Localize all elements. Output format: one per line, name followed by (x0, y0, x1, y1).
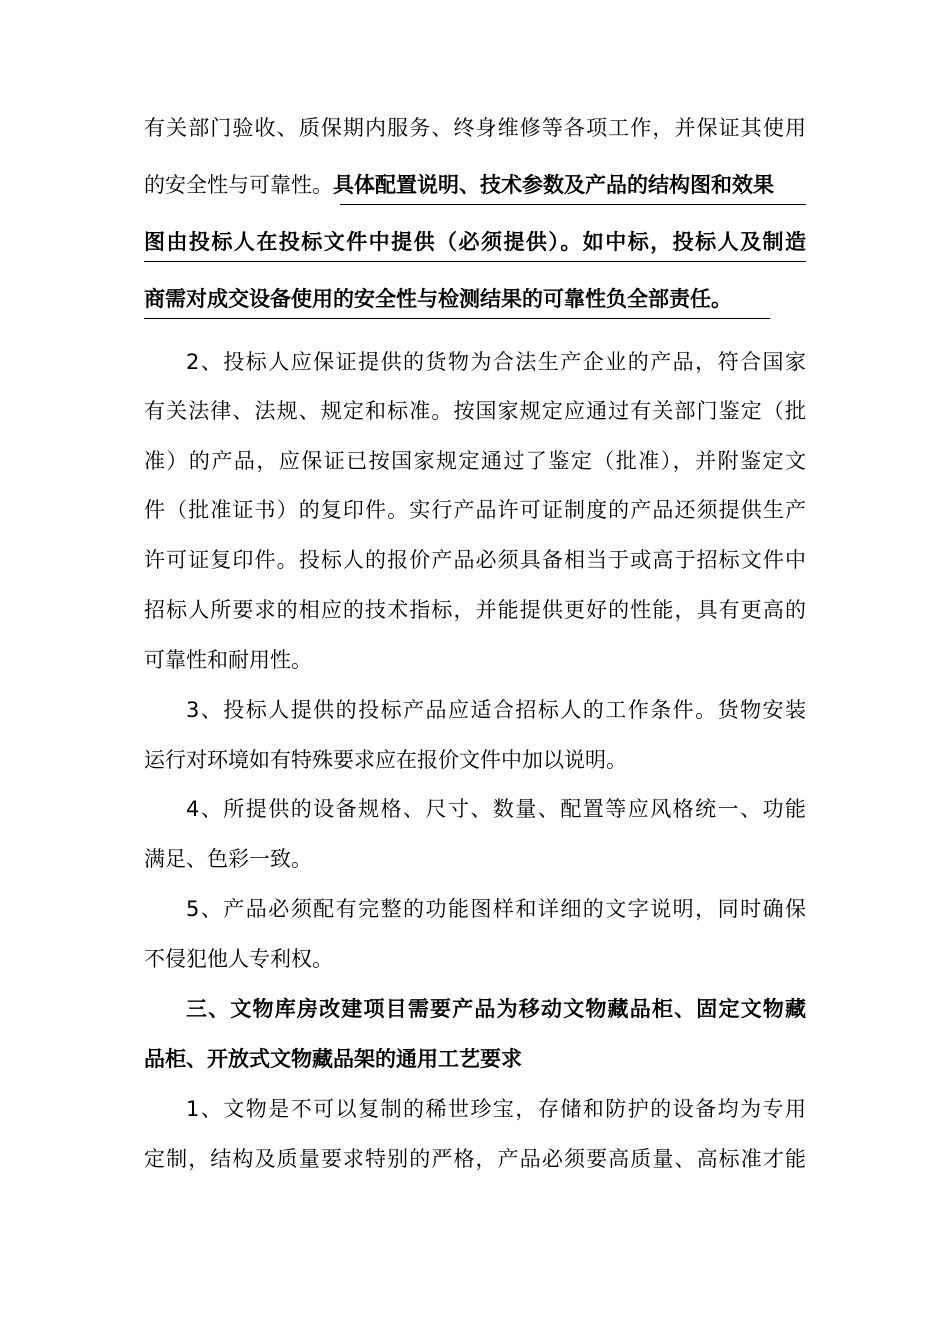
body-text-line: 1、文物是不可以复制的稀世珍宝，存储和防护的设备均为专用 (186, 1097, 806, 1121)
body-text-line: 运行对环境如有特殊要求应在报价文件中加以说明。 (144, 748, 627, 772)
body-text-line: 2、投标人应保证提供的货物为合法生产企业的产品，符合国家 (186, 350, 806, 374)
bold-emphasis-line: 图由投标人在投标文件中提供（必须提供）。如中标，投标人及制造 (144, 230, 806, 254)
body-text-line: 5、产品必须配有完整的功能图样和详细的文字说明，同时确保 (186, 897, 806, 921)
body-text-line: 许可证复印件。投标人的报价产品必须具备相当于或高于招标文件中 (144, 548, 806, 572)
body-text-line: 定制，结构及质量要求特别的严格，产品必须要高质量、高标准才能 (144, 1147, 806, 1171)
body-text-line: 件（批准证书）的复印件。实行产品许可证制度的产品还须提供生产 (144, 498, 806, 522)
body-text-line: 满足、色彩一致。 (144, 847, 312, 871)
bold-emphasis-text: 具体配置说明、技术参数及产品的结构图和效果 (333, 173, 774, 197)
body-text-segment: 的安全性与可靠性。 (144, 173, 333, 197)
text-underline (340, 204, 806, 205)
body-text-line: 可靠性和耐用性。 (144, 648, 312, 672)
section-heading-line: 品柜、开放式文物藏品架的通用工艺要求 (144, 1047, 522, 1071)
body-text-line: 准）的产品，应保证已按国家规定通过了鉴定（批准），并附鉴定文 (144, 449, 806, 473)
body-text-line: 3、投标人提供的投标产品应适合招标人的工作条件。货物安装 (186, 698, 806, 722)
body-text-line: 招标人所要求的相应的技术指标，并能提供更好的性能，具有更高的 (144, 598, 806, 622)
bold-emphasis-line: 商需对成交设备使用的安全性与检测结果的可靠性负全部责任。 (144, 287, 732, 311)
body-text-line: 有关部门验收、质保期内服务、终身维修等各项工作，并保证其使用 (144, 116, 806, 140)
body-text-line: 有关法律、法规、规定和标准。按国家规定应通过有关部门鉴定（批 (144, 399, 806, 423)
body-text-line: 4、所提供的设备规格、尺寸、数量、配置等应风格统一、功能 (186, 797, 806, 821)
section-heading-line: 三、文物库房改建项目需要产品为移动文物藏品柜、固定文物藏 (186, 997, 806, 1021)
body-text-line: 不侵犯他人专利权。 (144, 947, 333, 971)
text-underline (144, 261, 806, 262)
body-text-line (144, 168, 806, 202)
text-underline (144, 318, 770, 319)
